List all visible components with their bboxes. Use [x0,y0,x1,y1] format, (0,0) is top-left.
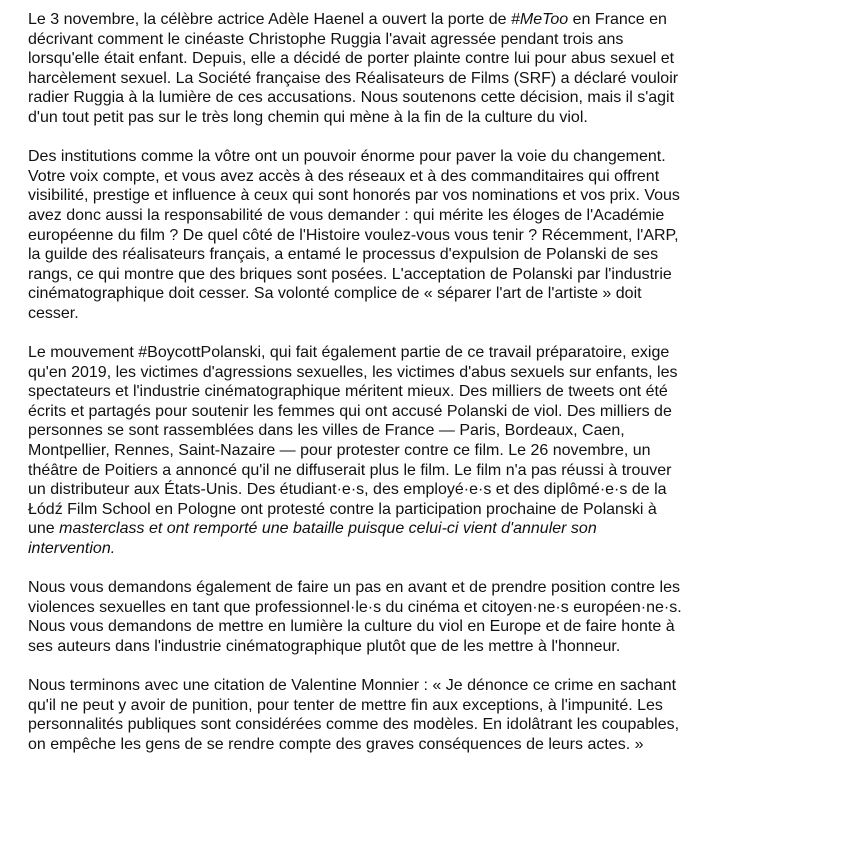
text-segment: spectateurs et l'industrie cinématographique méritent mieux. Des milliers de tweets ont été [28,383,668,401]
document-body [28,10,828,755]
text-line [28,343,828,363]
text-line [28,735,828,755]
text-segment: on empêche les gens de se rendre compte des graves conséquences de leurs actes. » [28,735,644,753]
text-line [28,480,828,500]
text-segment: en France en [568,11,667,28]
text-line [28,637,828,657]
text-line [28,108,828,128]
text-segment: lorsqu'elle était enfant. Depuis, elle a décidé de porter plainte contre lui pour abus sexuel et [28,50,675,68]
text-segment: qu'il ne peut y avoir de punition, pour tenter de mettre fin aux exceptions, à l'impunité. Les [28,696,663,714]
text-line [28,676,828,696]
italic-text: intervention. [28,540,116,558]
text-segment: ses auteurs dans l'industrie cinématographique plutôt que de les mettre à l'honneur. [28,638,621,655]
text-segment: rangs, ce qui montre que des briques sont posées. L'acceptation de Polanski par l'industrie [28,265,672,283]
text-line [28,69,828,89]
text-line [28,500,828,520]
text-line [28,206,828,226]
text-segment: harcèlement sexuel. La Société française des Réalisateurs de Films (SRF) a déclaré vouloir [28,69,679,87]
paragraph-4 [28,578,828,656]
text-line [28,461,828,481]
text-segment: avez donc aussi la responsabilité de vous demander : qui mérite les éloges de l'Académie [28,206,665,224]
text-line [28,245,828,265]
text-segment: une [28,520,60,538]
paragraph-3 [28,343,828,559]
text-line [28,382,828,402]
text-segment: Montpellier, Rennes, Saint-Nazaire — pour protester contre ce film. Le 26 novembre, un [28,442,651,460]
text-line [28,30,828,50]
text-line [28,265,828,285]
text-segment: d'un tout petit pas sur le très long chemin qui mène à la fin de la culture du viol. [28,108,588,126]
text-segment: Le 3 novembre, la célèbre actrice Adèle Haenel a ouvert la porte de [28,11,511,28]
text-line [28,441,828,461]
text-segment: écrits et partagés pour soutenir les femmes qui ont accusé Polanski de viol. Des milliers de [28,402,672,420]
text-segment: personnalités publiques sont considérées comme des modèles. En idolâtrant les coupables, [28,716,680,734]
text-segment: européenne du film ? De quel côté de l'Histoire voulez-vous vous tenir ? Récemment, l'ARP, [28,226,679,244]
text-segment: la guilde des réalisateurs français, a entamé le processus d'expulsion de Polanski de ses [28,246,659,264]
text-segment: visibilité, prestige et influence à ceux qui sont honorés par vos nominations et vos prix. Vous [28,187,680,205]
text-line [28,147,828,167]
text-line [28,598,828,618]
paragraph-5 [28,676,828,754]
italic-text: #MeToo [510,11,569,28]
text-segment: Le mouvement #BoycottPolanski, qui fait également partie de ce travail préparatoire, exige [28,344,670,362]
text-line [28,304,828,324]
text-segment: un distributeur aux États-Unis. Des étudiant·e·s, des employé·e·s et des diplômé·e·s de la [28,481,667,499]
text-segment: théâtre de Poitiers a annoncé qu'il ne diffuserait plus le film. Le film n'a pas réussi à trouver [28,461,672,479]
text-line [28,284,828,304]
text-line [28,10,828,30]
text-segment: Des institutions comme la vôtre ont un pouvoir énorme pour paver la voie du changement. [28,148,666,166]
text-line [28,49,828,69]
text-line [28,617,828,637]
text-line [28,539,828,559]
text-line [28,519,828,539]
text-segment: radier Ruggia à la lumière de ces accusations. Nous soutenons cette décision, mais il s'agit [28,89,675,107]
text-segment: décrivant comment le cinéaste Christophe Ruggia l'avait agressée pendant trois ans [28,30,624,48]
text-segment: Nous vous demandons de mettre en lumière la culture du viol en Europe et de faire honte à [28,618,675,636]
paragraph-1 [28,10,828,128]
text-line [28,363,828,383]
text-segment: personnes se sont rassemblées dans les villes de France — Paris, Bordeaux, Caen, [28,422,625,440]
italic-text: masterclass et ont remporté une bataille puisque celui-ci vient d'annuler son [59,520,597,538]
text-line [28,578,828,598]
text-segment: qu'en 2019, les victimes d'agressions sexuelles, les victimes d'abus sexuels sur enfants, les [28,363,678,381]
text-segment: Łódź Film School en Pologne ont protesté contre la participation prochaine de Polanski à [28,500,657,518]
text-segment: Nous terminons avec une citation de Valentine Monnier : « Je dénonce ce crime en sachant [28,677,677,695]
text-line [28,226,828,246]
text-segment: Nous vous demandons également de faire un pas en avant et de prendre position contre les [28,579,680,597]
text-line [28,167,828,187]
paragraph-2 [28,147,828,323]
text-segment: violences sexuelles en tant que professionnel·le·s du cinéma et citoyen·ne·s européen·ne·s. [28,598,682,616]
text-segment: cesser. [28,304,79,322]
text-line [28,186,828,206]
text-segment: Votre voix compte, et vous avez accès à des réseaux et à des commanditaires qui offrent [28,167,660,185]
text-line [28,715,828,735]
text-line [28,421,828,441]
text-line [28,88,828,108]
text-segment: cinématographique doit cesser. Sa volonté complice de « séparer l'art de l'artiste » doit [28,285,642,303]
text-line [28,696,828,716]
text-line [28,402,828,422]
